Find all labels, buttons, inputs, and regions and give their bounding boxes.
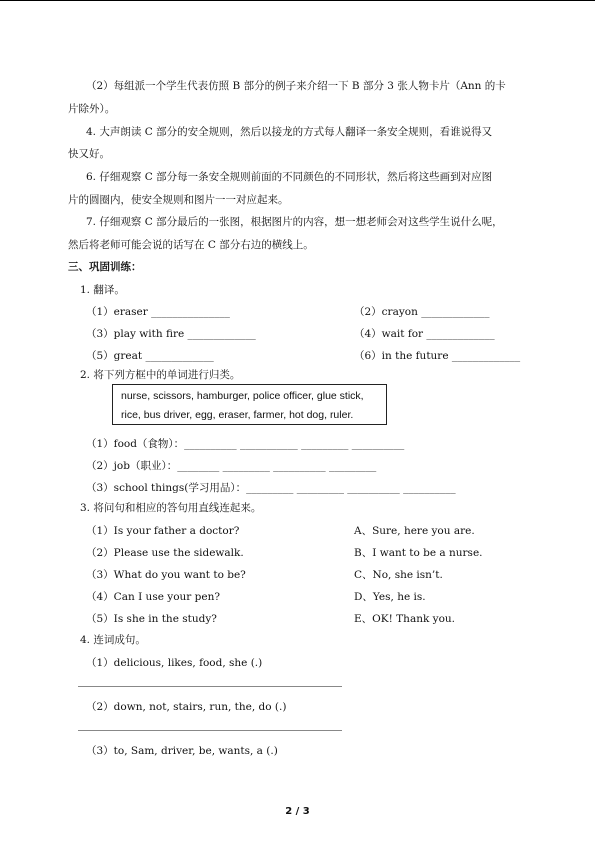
q1-title: 1. 翻译。: [80, 284, 125, 296]
q1-item-4: （4）wait for _____________: [354, 328, 495, 340]
page-number: 2 / 3: [285, 806, 310, 817]
q1-item-3: （3）play with fire _____________: [86, 328, 256, 340]
word-box: [112, 384, 387, 425]
answer-line-1: [78, 686, 342, 687]
word-box-line-2: rice, bus driver, egg, eraser, farmer, hot dog, ruler.: [121, 409, 354, 421]
q2-item-school-things: （3）school things(学习用品）：_________ _________ __________ __________: [86, 482, 456, 494]
q1-item-6: （6）in the future _____________: [354, 350, 521, 362]
q3-question-1: （1）Is your father a doctor?: [86, 525, 240, 537]
q4-title: 4. 连词成句。: [80, 634, 146, 646]
q2-title: 2. 将下列方框中的单词进行归类。: [80, 369, 241, 381]
page-top-rule: [0, 0, 595, 1]
paragraph-6-line-1: 6. 仔细观察 C 部分每一条安全规则前面的不同颜色的不同形状，然后将这些画到对应图: [86, 171, 493, 183]
q1-item-5: （5）great _____________: [86, 350, 214, 362]
q3-answer-d: D、Yes, he is.: [354, 591, 426, 603]
q1-item-1: （1）eraser _______________: [86, 306, 230, 318]
q3-answer-c: C、No, she isn’t.: [354, 569, 443, 581]
paragraph-2-line-2: 片除外）。: [68, 103, 116, 115]
q3-answer-b: B、I want to be a nurse.: [354, 547, 483, 559]
q4-item-2: （2）down, not, stairs, run, the, do (.): [86, 701, 287, 713]
section-title: 三、巩固训练：: [68, 261, 142, 273]
q1-item-2: （2）crayon _____________: [354, 306, 490, 318]
answer-line-2: [78, 730, 342, 731]
paragraph-2-line-1: （2）每组派一个学生代表仿照 B 部分的例子来介绍一下 B 部分 3 张人物卡片（Ann 的卡: [86, 80, 506, 92]
q2-item-job: （2）job（职业）：________ _________ __________ _________: [86, 460, 377, 472]
q3-answer-e: E、OK! Thank you.: [354, 613, 456, 625]
q3-title: 3. 将问句和相应的答句用直线连起来。: [80, 502, 262, 514]
paragraph-4-line-1: 4. 大声朗读 C 部分的安全规则，然后以接龙的方式每人翻译一条安全规则，看谁说得又: [86, 126, 493, 138]
q3-question-4: （4）Can I use your pen?: [86, 591, 220, 603]
q3-answer-a: A、Sure, here you are.: [354, 525, 475, 537]
paragraph-4-line-2: 快又好。: [68, 148, 110, 160]
paragraph-7-line-2: 然后将老师可能会说的话写在 C 部分右边的横线上。: [68, 239, 314, 251]
q3-question-5: （5）Is she in the study?: [86, 613, 217, 625]
q4-item-1: （1）delicious, likes, food, she (.): [86, 657, 263, 669]
q3-question-2: （2）Please use the sidewalk.: [86, 547, 244, 559]
q2-item-food: （1）food（食物）：__________ ___________ _________ __________: [86, 438, 405, 450]
q4-item-3: （3）to, Sam, driver, be, wants, a (.): [86, 745, 278, 757]
word-box-line-1: nurse, scissors, hamburger, police officer, glue stick,: [121, 390, 364, 402]
paragraph-6-line-2: 片的圆圈内，使安全规则和图片一一对应起来。: [68, 194, 289, 206]
paragraph-7-line-1: 7. 仔细观察 C 部分最后的一张图，根据图片的内容，想一想老师会对这些学生说什么呢，: [86, 216, 503, 228]
q3-question-3: （3）What do you want to be?: [86, 569, 246, 581]
